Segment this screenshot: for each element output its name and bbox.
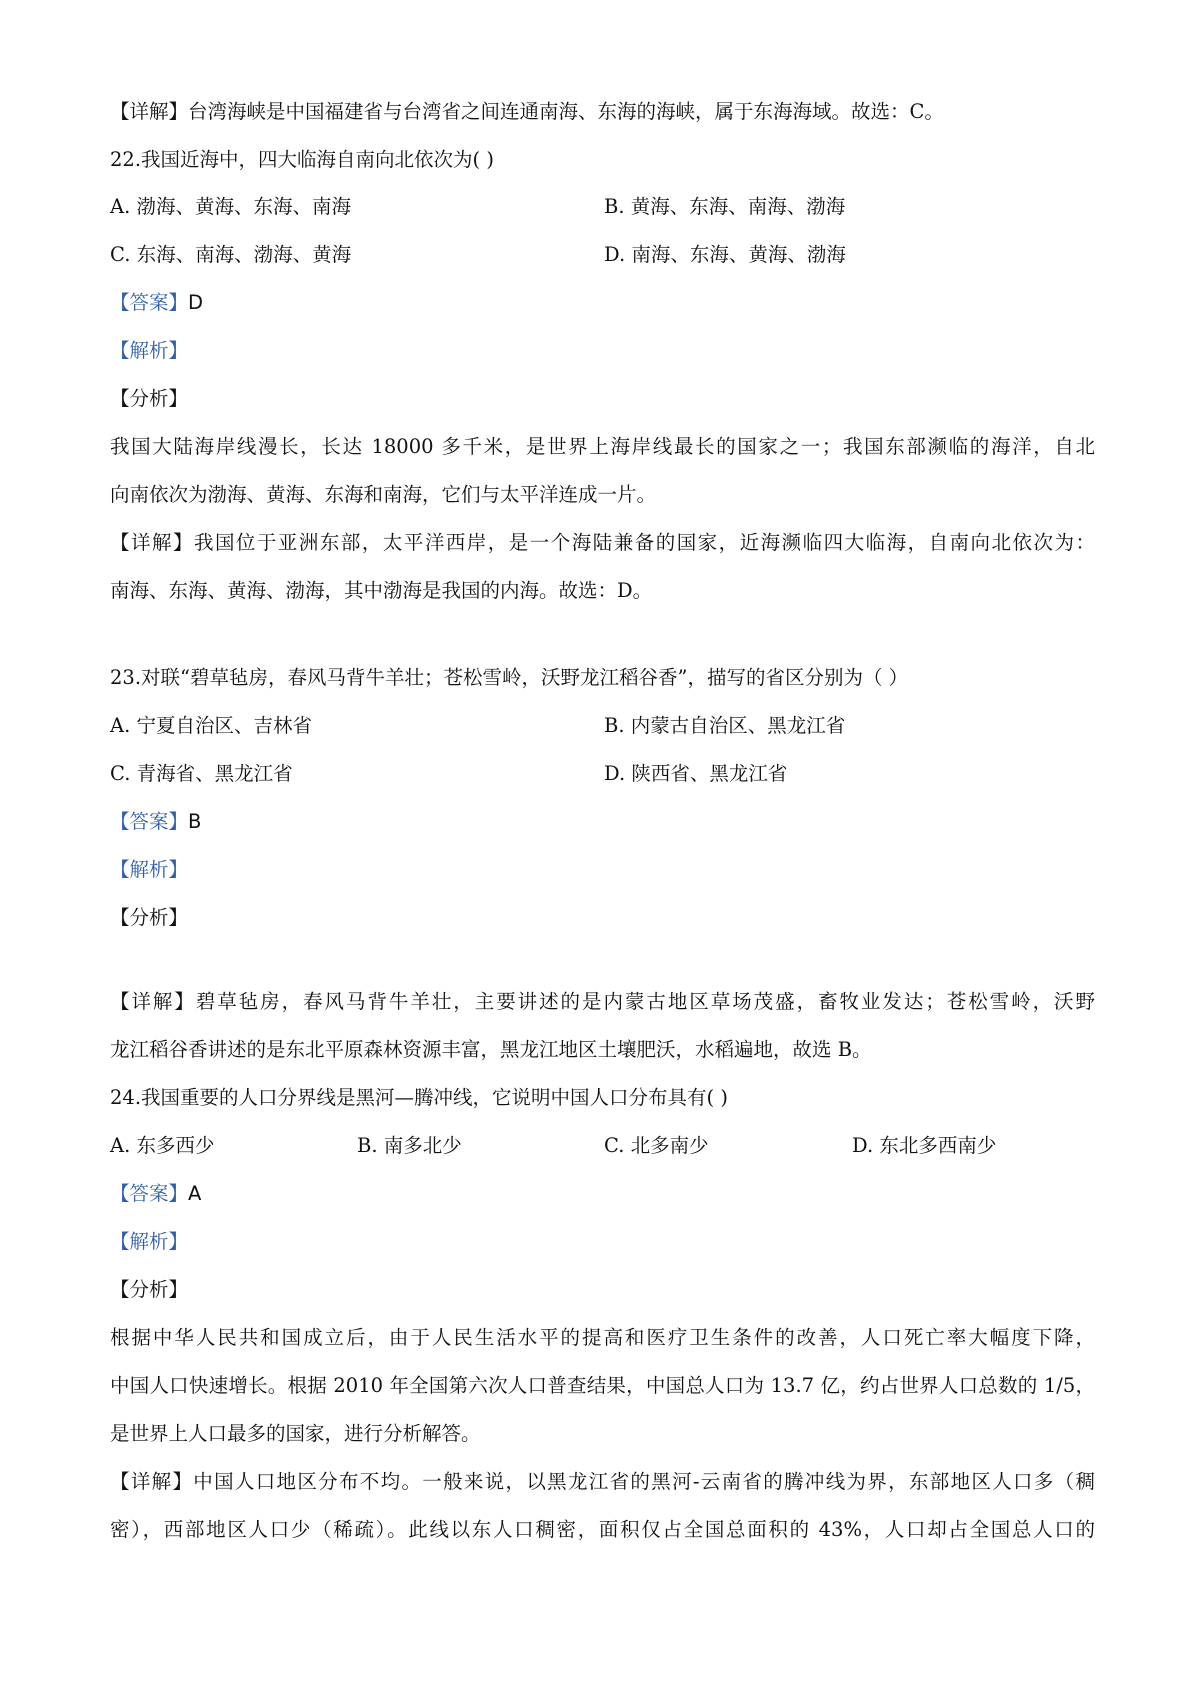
q23-option-a: A. 宁夏自治区、吉林省 (110, 714, 312, 737)
q24-option-b: B. 南多北少 (357, 1134, 462, 1157)
q24-option-c: C. 北多南少 (604, 1134, 709, 1157)
answer-value: D (188, 291, 204, 314)
q24-detail-line-1: 【详解】中国人口地区分布不均。一般来说，以黑龙江省的黑河-云南省的腾冲线为界，东部地区人口多（稠 (110, 1470, 1095, 1493)
q22-detail-line-2: 南海、东海、黄海、渤海，其中渤海是我国的内海。故选：D。 (110, 579, 653, 602)
q24-option-a: A. 东多西少 (110, 1134, 215, 1157)
q23-option-d: D. 陕西省、黑龙江省 (604, 762, 788, 785)
q23-analysis-tag: 【解析】 (110, 858, 189, 881)
q22-option-d: D. 南海、东海、黄海、渤海 (604, 243, 846, 266)
q23-option-c: C. 青海省、黑龙江省 (110, 762, 293, 785)
q24-fenxi-line-1: 根据中华人民共和国成立后，由于人民生活水平的提高和医疗卫生条件的改善，人口死亡率大幅度下降， (110, 1326, 1095, 1349)
q22-option-c: C. 东海、南海、渤海、黄海 (110, 243, 352, 266)
answer-tag: 【答案】 (110, 810, 189, 833)
q21-detail: 【详解】台湾海峡是中国福建省与台湾省之间连通南海、东海的海峡，属于东海海域。故选：C。 (110, 100, 944, 123)
answer-value: A (188, 1182, 202, 1205)
answer-tag: 【答案】 (110, 291, 189, 314)
q24-analysis-tag: 【解析】 (110, 1230, 189, 1253)
q23-detail-line-1: 【详解】碧草毡房，春风马背牛羊壮，主要讲述的是内蒙古地区草场茂盛，畜牧业发达；苍松雪岭，沃野 (110, 990, 1095, 1013)
q22-question: 22.我国近海中，四大临海自南向北依次为( ) (110, 148, 494, 171)
q22-fenxi-line-1: 我国大陆海岸线漫长，长达 18000 多千米，是世界上海岸线最长的国家之一；我国东部濒临的海洋，自北 (110, 435, 1095, 458)
q24-fenxi-line-3: 是世界上人口最多的国家，进行分析解答。 (110, 1422, 481, 1445)
q23-option-b: B. 内蒙古自治区、黑龙江省 (604, 714, 846, 737)
q24-detail-line-2: 密），西部地区人口少（稀疏）。此线以东人口稠密，面积仅占全国总面积的 43%，人口却占全国总人口的 (110, 1518, 1095, 1541)
q22-fenxi-line-2: 向南依次为渤海、黄海、东海和南海，它们与太平洋连成一片。 (110, 483, 657, 506)
q22-detail-line-1: 【详解】我国位于亚洲东部，太平洋西岸，是一个海陆兼备的国家，近海濒临四大临海，自南向北依次为： (110, 531, 1095, 554)
answer-tag: 【答案】 (110, 1182, 189, 1205)
q22-option-b: B. 黄海、东海、南海、渤海 (604, 195, 846, 218)
q23-detail-line-2: 龙江稻谷香讲述的是东北平原森林资源丰富，黑龙江地区土壤肥沃，水稻遍地，故选 B。 (110, 1038, 872, 1061)
q23-question: 23.对联“碧草毡房，春风马背牛羊壮；苍松雪岭，沃野龙江稻谷香”，描写的省区分别为（ ） (110, 666, 909, 689)
q22-fenxi-tag: 【分析】 (110, 387, 189, 410)
q24-option-d: D. 东北多西南少 (852, 1134, 997, 1157)
q22-analysis-tag: 【解析】 (110, 339, 189, 362)
q24-fenxi-line-2: 中国人口快速增长。根据 2010 年全国第六次人口普查结果，中国总人口为 13.7 亿，约占世界人口总数的 1/5， (110, 1374, 1095, 1397)
q24-question: 24.我国重要的人口分界线是黑河—腾冲线，它说明中国人口分布具有( ) (110, 1086, 728, 1109)
q22-answer (110, 289, 203, 317)
q24-fenxi-tag: 【分析】 (110, 1278, 189, 1301)
q23-answer (110, 808, 201, 836)
q23-fenxi-tag: 【分析】 (110, 906, 189, 929)
q22-option-a: A. 渤海、黄海、东海、南海 (110, 195, 351, 218)
answer-value: B (188, 810, 202, 833)
q24-answer (110, 1180, 201, 1208)
